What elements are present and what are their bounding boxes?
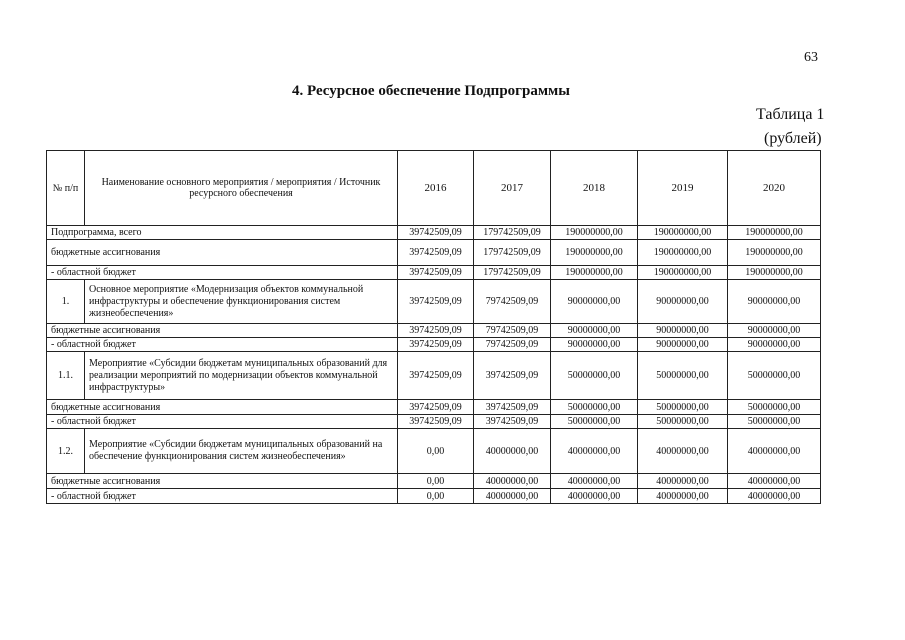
table-label: Таблица 1 [756,106,825,123]
table-row [47,400,821,415]
header-num: № п/п [47,151,85,226]
row-value: 39742509,09 [398,352,474,400]
row-value: 190000000,00 [728,266,821,280]
header-year: 2016 [398,151,474,226]
row-value: 39742509,09 [474,352,551,400]
row-value: 40000000,00 [474,489,551,504]
row-value: 79742509,09 [474,338,551,352]
row-name: бюджетные ассигнования [47,240,398,266]
table-row [47,352,821,400]
row-value: 39742509,09 [398,226,474,240]
row-value: 40000000,00 [474,474,551,489]
row-name: - областной бюджет [47,415,398,429]
row-value: 39742509,09 [398,415,474,429]
row-value: 39742509,09 [398,338,474,352]
row-value: 39742509,09 [398,400,474,415]
row-value: 90000000,00 [728,324,821,338]
header-year: 2017 [474,151,551,226]
row-value: 39742509,09 [398,266,474,280]
row-name: бюджетные ассигнования [47,474,398,489]
row-value: 90000000,00 [638,338,728,352]
row-value: 40000000,00 [638,489,728,504]
table-header-row [47,151,821,226]
row-name: - областной бюджет [47,489,398,504]
row-value: 90000000,00 [638,324,728,338]
table-row [47,266,821,280]
table-row [47,474,821,489]
row-number: 1. [47,280,85,324]
row-value: 39742509,09 [474,400,551,415]
row-value: 39742509,09 [398,324,474,338]
row-value: 190000000,00 [728,240,821,266]
table-row [47,429,821,474]
row-value: 40000000,00 [551,489,638,504]
table-row [47,226,821,240]
row-value: 40000000,00 [638,429,728,474]
row-name: - областной бюджет [47,266,398,280]
page-number: 63 [804,50,818,65]
row-value: 50000000,00 [728,415,821,429]
row-value: 90000000,00 [638,280,728,324]
row-value: 90000000,00 [551,338,638,352]
row-value: 39742509,09 [398,280,474,324]
row-value: 179742509,09 [474,226,551,240]
table-row [47,280,821,324]
row-number: 1.1. [47,352,85,400]
row-value: 0,00 [398,429,474,474]
table-row [47,415,821,429]
row-value: 39742509,09 [398,240,474,266]
row-name: Основное мероприятие «Модернизация объектов коммунальной инфраструктуры и обеспечение функционирования систем жизнеобеспечения» [85,280,398,324]
row-value: 79742509,09 [474,280,551,324]
table-row [47,324,821,338]
row-value: 40000000,00 [551,474,638,489]
row-value: 50000000,00 [728,400,821,415]
row-value: 40000000,00 [728,429,821,474]
row-value: 50000000,00 [551,415,638,429]
row-value: 190000000,00 [638,240,728,266]
row-value: 90000000,00 [728,338,821,352]
row-value: 40000000,00 [474,429,551,474]
row-value: 40000000,00 [728,489,821,504]
table-row [47,338,821,352]
row-value: 50000000,00 [728,352,821,400]
row-value: 190000000,00 [638,226,728,240]
row-value: 190000000,00 [728,226,821,240]
row-number: 1.2. [47,429,85,474]
row-name: бюджетные ассигнования [47,324,398,338]
header-year: 2018 [551,151,638,226]
row-value: 90000000,00 [551,280,638,324]
row-name: Мероприятие «Субсидии бюджетам муниципальных образований для реализации мероприятий по модернизации объектов коммунальной инфраструктуры» [85,352,398,400]
row-value: 190000000,00 [551,226,638,240]
row-value: 79742509,09 [474,324,551,338]
row-name: - областной бюджет [47,338,398,352]
row-value: 50000000,00 [638,400,728,415]
row-value: 90000000,00 [551,324,638,338]
row-value: 40000000,00 [638,474,728,489]
row-value: 50000000,00 [551,352,638,400]
row-value: 179742509,09 [474,240,551,266]
row-value: 179742509,09 [474,266,551,280]
row-value: 0,00 [398,474,474,489]
row-value: 40000000,00 [551,429,638,474]
row-value: 190000000,00 [638,266,728,280]
row-value: 50000000,00 [638,352,728,400]
header-year: 2019 [638,151,728,226]
section-title: 4. Ресурсное обеспечение Подпрограммы [292,83,570,99]
row-value: 50000000,00 [551,400,638,415]
resource-table [46,150,821,504]
row-name: бюджетные ассигнования [47,400,398,415]
row-value: 0,00 [398,489,474,504]
row-name: Подпрограмма, всего [47,226,398,240]
unit-label: (рублей) [764,130,822,147]
row-value: 50000000,00 [638,415,728,429]
row-value: 39742509,09 [474,415,551,429]
row-value: 190000000,00 [551,266,638,280]
row-value: 40000000,00 [728,474,821,489]
table-row [47,240,821,266]
row-name: Мероприятие «Субсидии бюджетам муниципальных образований на обеспечение функционирования систем жизнеобеспечения» [85,429,398,474]
row-value: 190000000,00 [551,240,638,266]
header-name: Наименование основного мероприятия / мероприятия / Источник ресурсного обеспечения [85,151,398,226]
header-year: 2020 [728,151,821,226]
table-row [47,489,821,504]
row-value: 90000000,00 [728,280,821,324]
